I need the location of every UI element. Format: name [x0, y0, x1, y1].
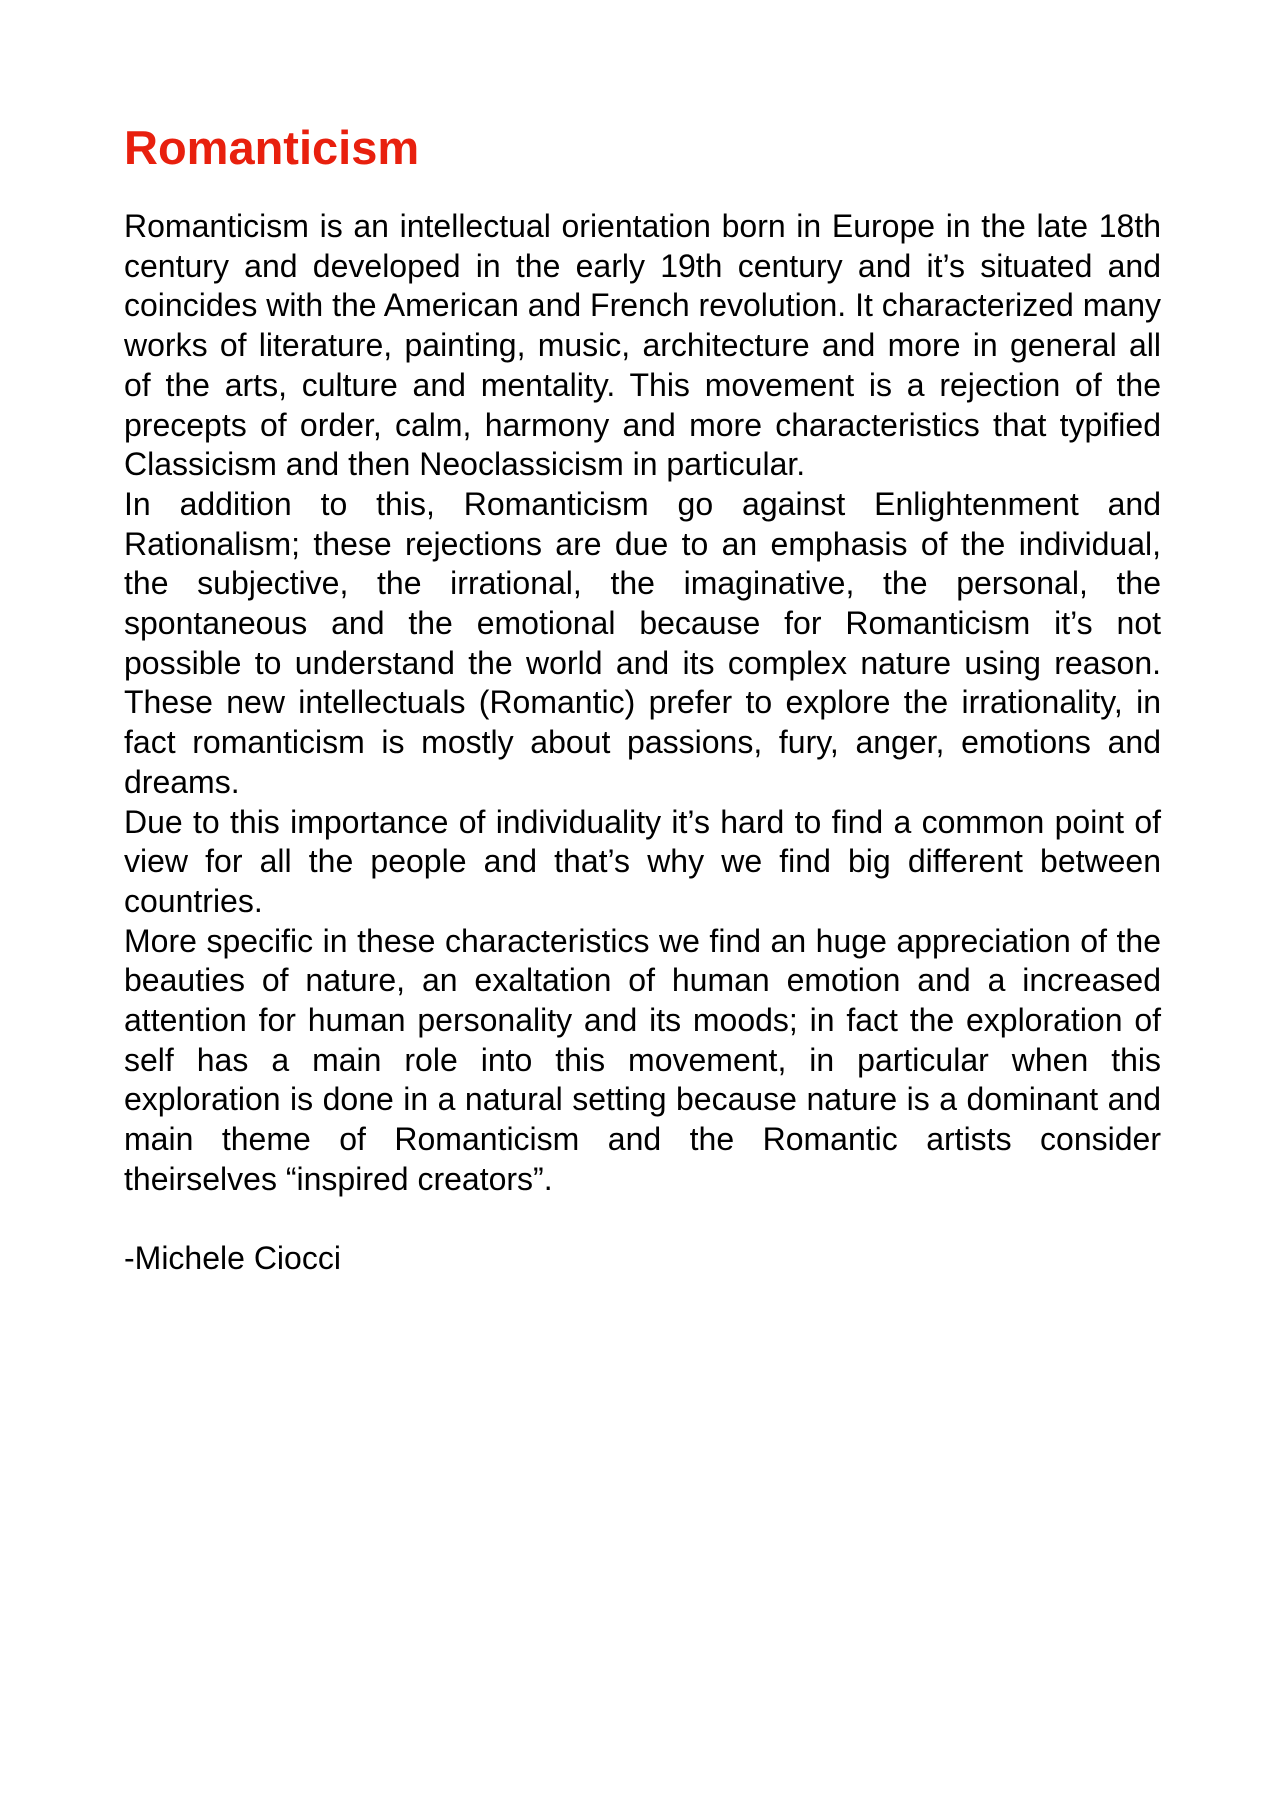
paragraph-2: In addition to this, Romanticism go against Enlightenment and Rationalism; these rejections are due to an emphasis of the individual, the subjective, the irrational, the imaginative, the personal, the spontaneous and the emotional because for Romanticism it’s not possible to understand the world and its complex nature using reason. These new intellectuals (Romantic) prefer to explore the irrationality, in fact romanticism is mostly about passions, fury, anger, emotions and dreams.: [124, 485, 1161, 800]
paragraph-1: Romanticism is an intellectual orientation born in Europe in the late 18th century and developed in the early 19th century and it’s situated and coincides with the American and French revolution. It characterized many works of literature, painting, music, architecture and more in general all of the arts, culture and mentality. This movement is a rejection of the precepts of order, calm, harmony and more characteristics that typified Classicism and then Neoclassicism in particular.: [124, 208, 1161, 483]
document-body: [124, 207, 1161, 1279]
paragraph-4: More specific in these characteristics we find an huge appreciation of the beauties of nature, an exaltation of human emotion and a increased attention for human personality and its moods; in fact the exploration of self has a main role into this movement, in particular when this exploration is done in a natural setting because nature is a dominant and main theme of Romanticism and the Romantic artists consider theirselves “inspired creators”.: [124, 922, 1161, 1197]
document-title: Romanticism: [124, 121, 420, 174]
author-signature: -Michele Ciocci: [124, 1240, 341, 1277]
paragraph-3: Due to this importance of individuality it’s hard to find a common point of view for all the people and that’s why we find big different between countries.: [124, 803, 1161, 919]
